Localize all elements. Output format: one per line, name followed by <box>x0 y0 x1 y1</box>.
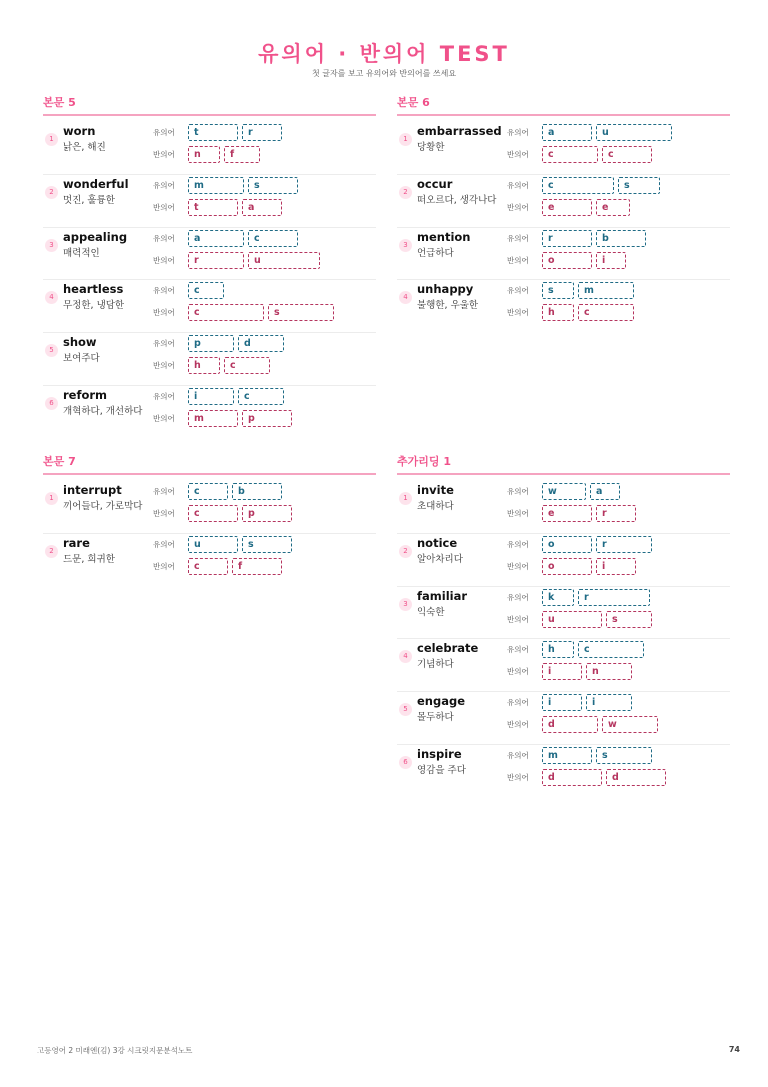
entry-meaning: 초대하다 <box>417 501 454 512</box>
synonym-answer-box[interactable]: i <box>188 388 234 405</box>
antonym-answer-box[interactable]: u <box>248 252 320 269</box>
antonym-label: 반의어 <box>507 561 529 571</box>
antonym-answer-box[interactable]: i <box>596 558 636 575</box>
entry-word: rare <box>63 535 90 550</box>
entry-meaning: 영감을 주다 <box>417 764 466 776</box>
entry-word: occur <box>417 176 453 191</box>
synonym-answer-box[interactable]: a <box>188 230 244 247</box>
entry-meaning: 불행한, 우울한 <box>417 300 479 312</box>
entry-number-badge: 4 <box>399 650 412 663</box>
section-4 <box>397 453 730 798</box>
entry-number-badge: 4 <box>45 291 58 304</box>
vocab-entry <box>397 122 730 175</box>
entry-number-badge: 4 <box>399 291 412 304</box>
entry-meaning: 언급하다 <box>417 247 454 259</box>
synonym-answer-box[interactable]: o <box>542 536 592 553</box>
entry-number-badge: 2 <box>45 545 58 558</box>
synonym-label: 유의어 <box>507 487 529 496</box>
section-2 <box>397 94 730 333</box>
synonym-label: 유의어 <box>153 391 175 401</box>
entry-number-badge: 5 <box>45 344 58 357</box>
entry-number-badge: 5 <box>399 703 412 716</box>
synonym-label: 유의어 <box>507 750 529 760</box>
antonym-answer-box[interactable]: c <box>542 146 598 163</box>
synonym-label: 유의어 <box>153 286 175 296</box>
entry-word: notice <box>417 535 458 550</box>
vocab-entry <box>397 639 730 692</box>
synonym-answer-box[interactable]: r <box>542 230 592 247</box>
entry-number-badge: 6 <box>399 756 412 769</box>
antonym-answer-box[interactable]: c <box>224 357 270 374</box>
vocab-entry <box>397 481 730 534</box>
antonym-label: 반의어 <box>153 561 175 571</box>
synonym-answer-box[interactable]: b <box>596 230 646 247</box>
antonym-label: 반의어 <box>153 202 175 212</box>
antonym-answer-box[interactable]: e <box>596 199 630 216</box>
entry-number-badge: 3 <box>399 598 412 611</box>
antonym-label: 반의어 <box>153 255 175 265</box>
synonym-answer-box[interactable]: s <box>542 282 574 299</box>
entry-word: interrupt <box>63 483 122 497</box>
synonym-label: 유의어 <box>507 180 529 190</box>
synonym-answer-box[interactable]: s <box>242 536 292 553</box>
synonym-label: 유의어 <box>507 539 529 549</box>
antonym-label: 반의어 <box>507 667 529 677</box>
vocab-entry <box>397 692 730 745</box>
vocab-entry <box>397 280 730 333</box>
entry-meaning: 익숙한 <box>417 606 445 618</box>
synonym-answer-box[interactable]: m <box>578 282 634 299</box>
synonym-answer-box[interactable]: h <box>542 641 574 658</box>
antonym-answer-box[interactable]: i <box>542 663 582 680</box>
antonym-answer-box[interactable]: s <box>268 304 334 321</box>
antonym-answer-box[interactable]: u <box>542 611 602 628</box>
antonym-answer-box[interactable]: i <box>596 252 626 269</box>
synonym-answer-box[interactable]: u <box>596 124 672 141</box>
entry-meaning: 몰두하다 <box>417 712 454 724</box>
synonym-answer-box[interactable]: s <box>248 177 298 194</box>
vocab-entry <box>43 333 376 386</box>
vocab-entry <box>43 481 376 534</box>
vocab-entry <box>43 534 376 587</box>
antonym-answer-box[interactable]: f <box>224 146 260 163</box>
antonym-label: 반의어 <box>507 308 529 318</box>
entry-meaning: 매력적인 <box>63 247 100 259</box>
synonym-answer-box[interactable]: c <box>238 388 284 405</box>
section-heading: 본문 5 <box>43 94 376 116</box>
synonym-answer-box[interactable]: d <box>238 335 284 352</box>
entry-meaning: 보여주다 <box>63 353 100 365</box>
entry-meaning: 끼어들다, 가로막다 <box>63 501 143 512</box>
synonym-answer-box[interactable]: c <box>188 282 224 299</box>
antonym-answer-box[interactable]: d <box>606 769 666 786</box>
vocab-entry <box>43 175 376 228</box>
entry-meaning: 알아차리다 <box>417 553 463 565</box>
antonym-answer-box[interactable]: p <box>242 410 292 427</box>
synonym-answer-box[interactable]: s <box>618 177 660 194</box>
antonym-answer-box[interactable]: t <box>188 199 238 216</box>
antonym-label: 반의어 <box>507 772 529 782</box>
synonym-answer-box[interactable]: c <box>188 483 228 500</box>
antonym-answer-box[interactable]: d <box>542 716 598 733</box>
synonym-answer-box[interactable]: i <box>586 694 632 711</box>
vocab-entry <box>43 280 376 333</box>
synonym-answer-box[interactable]: w <box>542 483 586 500</box>
antonym-answer-box[interactable]: r <box>188 252 244 269</box>
synonym-answer-box[interactable]: s <box>596 747 652 764</box>
entry-word: celebrate <box>417 641 479 656</box>
synonym-label: 유의어 <box>153 339 175 349</box>
synonym-answer-box[interactable]: t <box>188 124 238 141</box>
synonym-label: 유의어 <box>507 233 529 243</box>
antonym-label: 반의어 <box>507 255 529 265</box>
entry-word: worn <box>63 124 96 138</box>
synonym-answer-box[interactable]: r <box>578 589 650 606</box>
antonym-answer-box[interactable]: d <box>542 769 602 786</box>
synonym-answer-box[interactable]: a <box>590 483 620 500</box>
entry-word: unhappy <box>417 282 474 297</box>
synonym-answer-box[interactable]: m <box>542 747 592 764</box>
page-subtitle: 첫 글자를 보고 유의어와 반의어를 쓰세요 <box>311 69 457 78</box>
antonym-label: 반의어 <box>507 614 529 624</box>
antonym-answer-box[interactable]: c <box>578 304 634 321</box>
entry-word: embarrassed <box>417 124 502 138</box>
vocab-entry <box>397 534 730 587</box>
antonym-answer-box[interactable]: h <box>542 304 574 321</box>
antonym-answer-box[interactable]: e <box>542 505 592 522</box>
synonym-label: 유의어 <box>153 128 175 137</box>
antonym-answer-box[interactable]: n <box>586 663 632 680</box>
entry-meaning: 떠오르다, 생각나다 <box>417 194 497 206</box>
entry-number-badge: 3 <box>45 239 58 252</box>
synonym-label: 유의어 <box>507 128 529 137</box>
antonym-answer-box[interactable]: c <box>188 558 228 575</box>
synonym-label: 유의어 <box>507 592 529 602</box>
antonym-answer-box[interactable]: m <box>188 410 238 427</box>
entry-word: show <box>63 335 97 350</box>
entry-meaning: 당황한 <box>417 142 445 153</box>
synonym-answer-box[interactable]: b <box>232 483 282 500</box>
vocab-entry <box>43 122 376 175</box>
antonym-answer-box[interactable]: p <box>242 505 292 522</box>
section-heading: 추가리딩 1 <box>397 453 730 475</box>
vocab-entry <box>397 228 730 281</box>
entry-word: mention <box>417 229 471 244</box>
entry-number-badge: 1 <box>399 133 412 146</box>
antonym-label: 반의어 <box>507 150 529 159</box>
synonym-answer-box[interactable]: k <box>542 589 574 606</box>
vocab-entry <box>397 175 730 228</box>
synonym-answer-box[interactable]: a <box>542 124 592 141</box>
entry-word: familiar <box>417 588 468 603</box>
entry-number-badge: 2 <box>399 186 412 199</box>
antonym-label: 반의어 <box>507 720 529 730</box>
synonym-answer-box[interactable]: m <box>188 177 244 194</box>
entry-word: reform <box>63 387 108 402</box>
entry-meaning: 멋진, 훌륭한 <box>63 194 115 206</box>
entry-word: invite <box>417 483 454 497</box>
antonym-answer-box[interactable]: o <box>542 252 592 269</box>
entry-word: wonderful <box>63 176 129 191</box>
antonym-answer-box[interactable]: c <box>188 304 264 321</box>
antonym-label: 반의어 <box>153 413 175 423</box>
antonym-answer-box[interactable]: a <box>242 199 282 216</box>
synonym-label: 유의어 <box>153 180 175 190</box>
synonym-answer-box[interactable]: c <box>542 177 614 194</box>
synonym-label: 유의어 <box>153 233 175 243</box>
antonym-label: 반의어 <box>153 509 175 518</box>
entry-word: engage <box>417 694 466 709</box>
antonym-answer-box[interactable]: n <box>188 146 220 163</box>
entry-number-badge: 1 <box>399 492 412 505</box>
antonym-answer-box[interactable]: f <box>232 558 282 575</box>
synonym-answer-box[interactable]: c <box>578 641 644 658</box>
synonym-label: 유의어 <box>507 286 529 296</box>
entry-word: appealing <box>63 229 128 244</box>
antonym-answer-box[interactable]: r <box>596 505 636 522</box>
synonym-answer-box[interactable]: u <box>188 536 238 553</box>
entry-number-badge: 2 <box>399 545 412 558</box>
entry-meaning: 기념하다 <box>417 659 454 671</box>
synonym-label: 유의어 <box>507 645 529 655</box>
antonym-answer-box[interactable]: e <box>542 199 592 216</box>
entry-word: inspire <box>417 746 462 761</box>
synonym-label: 유의어 <box>153 539 175 549</box>
antonym-answer-box[interactable]: s <box>606 611 652 628</box>
synonym-answer-box[interactable]: c <box>248 230 298 247</box>
page-number: 74 <box>728 1045 740 1054</box>
section-3 <box>43 453 376 587</box>
antonym-label: 반의어 <box>507 202 529 212</box>
footer-text: 고등영어 2 미래엔(김) 3강 시크릿지문분석노트 <box>37 1046 193 1055</box>
antonym-answer-box[interactable]: o <box>542 558 592 575</box>
antonym-answer-box[interactable]: c <box>602 146 652 163</box>
antonym-label: 반의어 <box>153 308 175 318</box>
synonym-label: 유의어 <box>507 698 529 708</box>
section-heading: 본문 6 <box>397 94 730 116</box>
vocab-entry <box>43 228 376 281</box>
synonym-label: 유의어 <box>153 487 175 496</box>
vocab-entry <box>397 745 730 798</box>
antonym-label: 반의어 <box>153 361 175 371</box>
entry-number-badge: 6 <box>45 397 58 410</box>
entry-number-badge: 1 <box>45 133 58 146</box>
entry-number-badge: 2 <box>45 186 58 199</box>
synonym-answer-box[interactable]: p <box>188 335 234 352</box>
synonym-answer-box[interactable]: r <box>242 124 282 141</box>
antonym-answer-box[interactable]: h <box>188 357 220 374</box>
synonym-answer-box[interactable]: r <box>596 536 652 553</box>
antonym-label: 반의어 <box>153 150 175 159</box>
section-heading: 본문 7 <box>43 453 376 475</box>
entry-word: heartless <box>63 282 124 297</box>
synonym-answer-box[interactable]: i <box>542 694 582 711</box>
entry-meaning: 낡은, 해진 <box>63 142 106 153</box>
entry-meaning: 무정한, 냉담한 <box>63 300 125 312</box>
antonym-answer-box[interactable]: c <box>188 505 238 522</box>
entry-number-badge: 3 <box>399 239 412 252</box>
antonym-label: 반의어 <box>507 509 529 518</box>
entry-number-badge: 1 <box>45 492 58 505</box>
section-1 <box>43 94 376 439</box>
entry-meaning: 개혁하다, 개선하다 <box>63 405 143 417</box>
vocab-entry <box>397 587 730 640</box>
page-title: 유의어 · 반의어 TEST <box>258 42 510 66</box>
vocab-entry <box>43 386 376 439</box>
antonym-answer-box[interactable]: w <box>602 716 658 733</box>
entry-meaning: 드문, 희귀한 <box>63 553 115 565</box>
